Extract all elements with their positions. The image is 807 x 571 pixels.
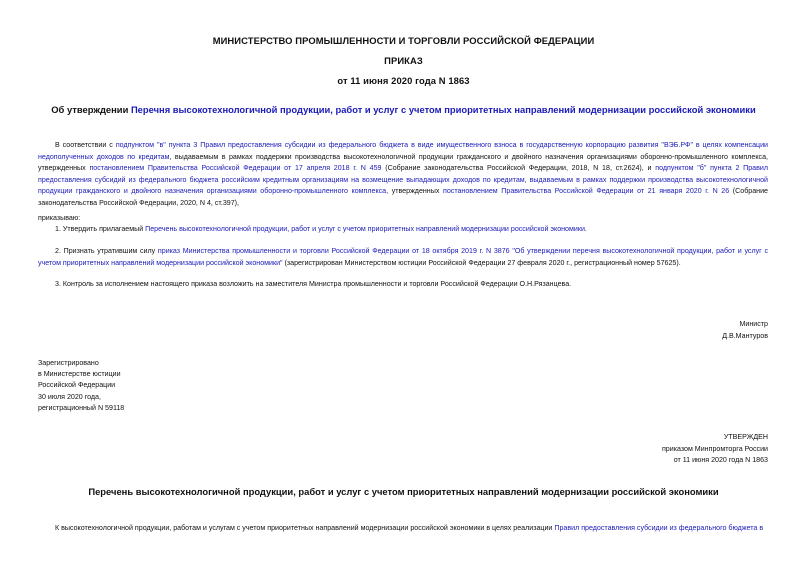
doc-type-heading: ПРИКАЗ xyxy=(384,55,423,66)
registration-line: Зарегистрировано xyxy=(38,359,99,367)
preamble-link-2[interactable]: постановлением Правительства Российской Федерации от 17 апреля 2018 г. N 459 xyxy=(89,164,382,172)
preamble-link-1[interactable]: подпунктом "в" пункта 3 Правил предоставления субсидии из федерального бюджета в виде имущественного взноса в государственную корпорацию развития "ВЭБ.РФ" в целях компенсации недополученных доходов по кредитам xyxy=(38,141,769,161)
item-2-prefix: 2. Признать утратившим силу xyxy=(55,247,158,255)
item-2 xyxy=(38,246,768,269)
order-title xyxy=(0,104,807,115)
approval-line: приказом Минпромторга России xyxy=(661,444,768,453)
item-2-link[interactable]: приказ Министерства промышленности и торговли Российской Федерации от 18 октября 2019 г. N 3876 "Об утверждении перечня высокотехнологичной продукции, работ и услуг с учетом приоритетных направлений модернизации российской экономики" xyxy=(38,247,769,267)
doc-date-number: от 11 июня 2020 года N 1863 xyxy=(337,75,470,86)
preamble-paragraph xyxy=(38,140,768,209)
approval-line: от 11 июня 2020 года N 1863 xyxy=(673,456,768,464)
registration-line: Российской Федерации xyxy=(38,381,116,390)
approval-block xyxy=(500,432,768,467)
item-2-suffix: (зарегистрирован Министерством юстиции Российской Федерации 27 февраля 2020 г., регистрационный номер 57625). xyxy=(282,258,681,267)
signature-name: Д.В.Мантуров xyxy=(722,331,768,340)
preamble-text-2: , выдаваемым в рамках поддержки производства высокотехнологичной продукции гражданского и двойного назначения организациями оборонно-промышленного комплекса, утвержденных xyxy=(38,152,769,172)
registration-line: 30 июля 2020 года, xyxy=(38,392,101,401)
preamble-link-4[interactable]: постановлением Правительства Российской Федерации от 21 января 2020 г. N 26 xyxy=(442,187,730,195)
registration-line: в Министерстве юстиции xyxy=(38,370,121,379)
order-title-link[interactable]: Перечня высокотехнологичной продукции, работ и услуг с учетом приоритетных направлений модернизации российской экономики xyxy=(130,104,756,115)
order-word: приказываю: xyxy=(38,214,81,222)
preamble-text-5: (Собрание законодательства Российской Федерации, 2020, N 4, ст.397), xyxy=(38,187,768,207)
registration-block xyxy=(38,358,124,414)
item-1-link[interactable]: Перечень высокотехнологичной продукции, работ и услуг с учетом приоритетных направлений модернизации российской экономики xyxy=(145,225,585,233)
order-title-prefix: Об утверждении xyxy=(51,104,131,115)
item-3: 3. Контроль за исполнением настоящего приказа возложить на заместителя Министра промышленности и торговли Российской Федерации О.Н.Рязанцева. xyxy=(55,280,572,288)
item-1-prefix: 1. Утвердить прилагаемый xyxy=(55,225,146,233)
item-1-suffix: . xyxy=(584,225,587,233)
list-intro-text: К высокотехнологичной продукции, работам и услугам с учетом приоритетных направлений модернизации российской экономики в целях реализации xyxy=(55,524,555,532)
preamble-text-3: (Собрание законодательства Российской Федерации, 2018, N 18, ст.2624), и xyxy=(381,164,656,172)
signature-block xyxy=(500,319,768,342)
ministry-heading: МИНИСТЕРСТВО ПРОМЫШЛЕННОСТИ И ТОРГОВЛИ РОССИЙСКОЙ ФЕДЕРАЦИИ xyxy=(212,35,595,46)
preamble-text-1: В соответствии с xyxy=(55,141,116,149)
list-intro-paragraph xyxy=(38,523,768,535)
list-intro-link[interactable]: Правил предоставления субсидии из федерального бюджета в xyxy=(554,524,764,532)
list-title: Перечень высокотехнологичной продукции, работ и услуг с учетом приоритетных направлений модернизации российской экономики xyxy=(88,486,719,497)
item-1 xyxy=(55,224,768,236)
approval-line: УТВЕРЖДЕН xyxy=(723,433,768,441)
preamble-link-3[interactable]: подпунктом "б" пункта 2 Правил предоставления субсидий из федерального бюджета российским кредитным организациям на возмещение выпадающих доходов по кредитам, выдаваемым в рамках поддержки производства высокотехнологичной продукции гражданского и двойного назначения организациями оборонно-промышленного комплекса xyxy=(38,164,768,195)
signature-position: Министр xyxy=(739,320,768,328)
preamble-text-4: , утвержденных xyxy=(386,187,443,195)
registration-line: регистрационный N 59118 xyxy=(38,403,125,412)
